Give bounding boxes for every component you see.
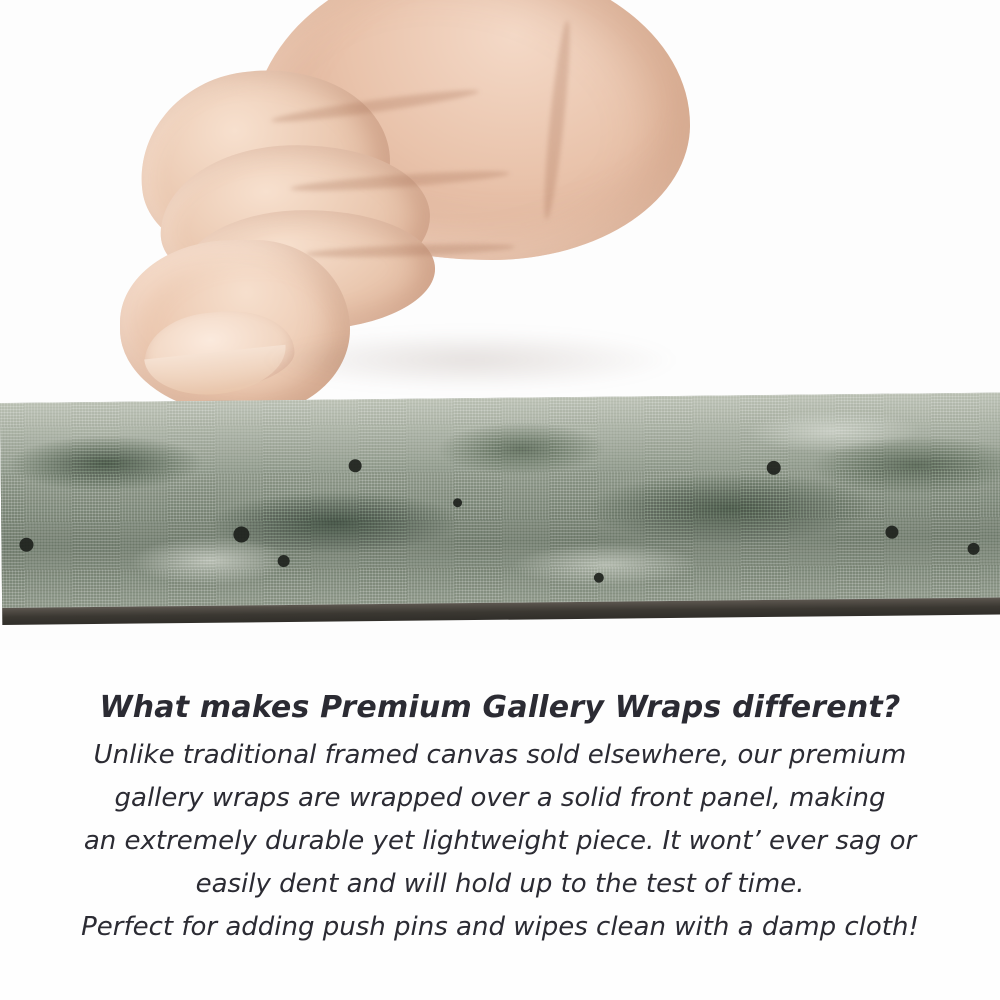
canvas-weave-texture	[0, 393, 1000, 609]
canvas-wrap-edge	[0, 393, 1000, 625]
caption-line: an extremely durable yet lightweight piece. It wont’ ever sag or	[83, 825, 917, 856]
canvas-speck	[349, 459, 362, 472]
canvas-speck	[885, 526, 898, 539]
hand-illustration	[120, 0, 700, 430]
hand-shadow	[260, 330, 680, 390]
caption-line: Perfect for adding push pins and wipes clean with a damp cloth!	[81, 911, 919, 942]
canvas-speck	[968, 543, 980, 555]
canvas-speck	[594, 573, 604, 583]
caption-block	[0, 690, 1000, 952]
caption-line: gallery wraps are wrapped over a solid front panel, making	[114, 782, 886, 813]
canvas-speck	[233, 526, 249, 542]
caption-body	[0, 737, 1000, 946]
canvas-speck	[278, 555, 290, 567]
caption-line: Unlike traditional framed canvas sold elsewhere, our premium	[93, 740, 907, 770]
caption-line: easily dent and will hold up to the test of time.	[195, 868, 805, 899]
canvas-speck	[767, 461, 781, 475]
caption-title: What makes Premium Gallery Wraps different?	[99, 690, 901, 725]
canvas-speck	[453, 498, 462, 507]
canvas-speck	[19, 538, 33, 552]
